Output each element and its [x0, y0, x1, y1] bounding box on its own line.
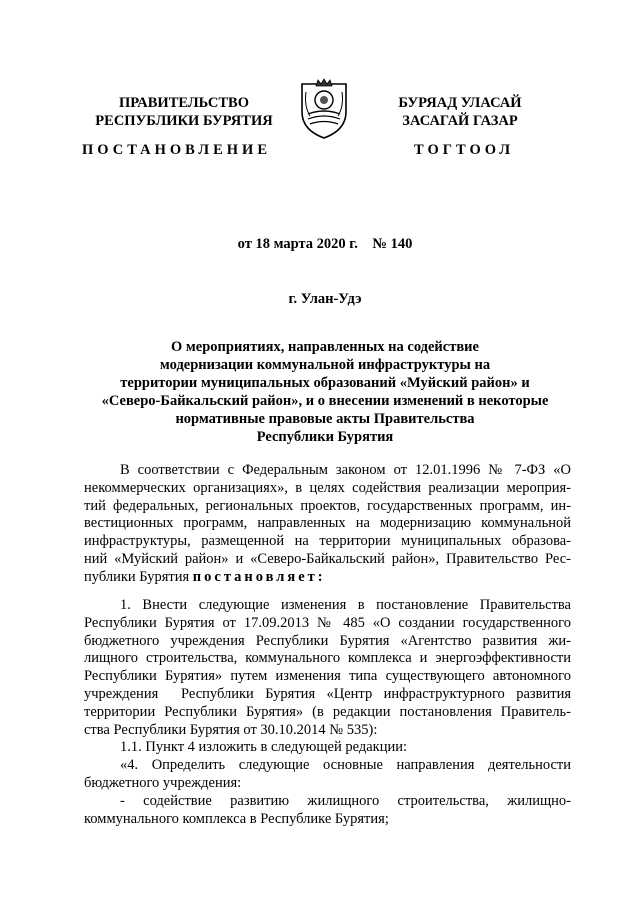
title-line: «Северо-Байкальский район», и о внесении изменений в некоторые — [101, 393, 549, 409]
title-line: модернизации коммунальной инфраструктуры на — [159, 357, 491, 373]
text-line: Республики Бурятия» путем изменения типа существующего автономного — [84, 668, 571, 685]
text-line: «4. Определить следующие основные направления деятельности — [120, 757, 571, 774]
preamble-paragraph — [84, 462, 571, 587]
title-line: нормативные правовые акты Правительства — [175, 411, 475, 427]
text-line: 1.1. Пункт 4 изложить в следующей редакции: — [120, 739, 408, 756]
header-left-line2: РЕСПУБЛИКИ БУРЯТИЯ — [95, 113, 273, 129]
document-title — [80, 338, 570, 446]
text-line — [84, 569, 571, 587]
text-line: ства Республики Бурятия от 30.10.2014 № 535): — [84, 721, 378, 738]
header-left-line1: ПРАВИТЕЛЬСТВО — [119, 95, 249, 111]
text-line: бюджетного учреждения Республики Бурятия «Агентство развития жи- — [84, 632, 571, 649]
title-line: Республики Бурятия — [256, 429, 394, 445]
text-line: тий федеральных, региональных проектов, государственных программ, ин- — [84, 497, 571, 514]
text-line: бюджетного учреждения: — [84, 774, 242, 791]
text-line: ний «Муйский район» и «Северо-Байкальский район», Правительство Рес- — [84, 550, 571, 567]
text-line: территории Республики Бурятия» (в редакции постановления Правитель- — [84, 703, 571, 720]
date-number: от 18 марта 2020 г. № 140 — [237, 236, 413, 252]
text-line: - содействие развитию жилищного строительства, жилищно- — [120, 792, 571, 809]
text-line: вестиционных программ, направленных на модернизацию коммунальной — [84, 515, 571, 532]
header-right-line2: ЗАСАГАЙ ГАЗАР — [402, 113, 518, 129]
text-line: Республики Бурятия от 17.09.2013 № 485 «О создании государственного — [84, 614, 571, 631]
text-line: В соответствии с Федеральным законом от 12.01.1996 № 7-ФЗ «О — [120, 462, 571, 478]
title-line: территории муниципальных образований «Муйский район» и — [120, 375, 530, 391]
text-line: учреждения Республики Бурятия «Центр инфраструктурного развития — [84, 685, 571, 702]
text-line: коммунального комплекса в Республике Бурятия; — [84, 810, 389, 827]
text-line: инфраструктуры, размещенной на территории муниципальных образова- — [84, 533, 571, 550]
text-line: 1. Внести следующие изменения в постановление Правительства — [120, 597, 571, 613]
header-left-org — [94, 94, 274, 130]
decree-word: постановляет: — [192, 568, 326, 585]
coat-of-arms-icon — [298, 78, 350, 140]
text-line: некоммерческих организациях», в целях содействия реализации мероприя- — [84, 479, 571, 496]
title-line: О мероприятиях, направленных на содействие — [171, 339, 479, 355]
text-line: лищного строительства, коммунального комплекса и энергоэффективности — [84, 650, 571, 667]
city: г. Улан-Удэ — [288, 291, 362, 307]
item-1-paragraph — [84, 597, 571, 828]
preamble-last-text: публики Бурятия — [84, 568, 193, 585]
doc-type-left: ПОСТАНОВЛЕНИЕ — [82, 142, 272, 158]
header-right-org — [370, 94, 550, 130]
doc-type-right: ТОГТООЛ — [414, 142, 515, 158]
header-right-line1: БУРЯАД УЛАСАЙ — [398, 95, 522, 111]
